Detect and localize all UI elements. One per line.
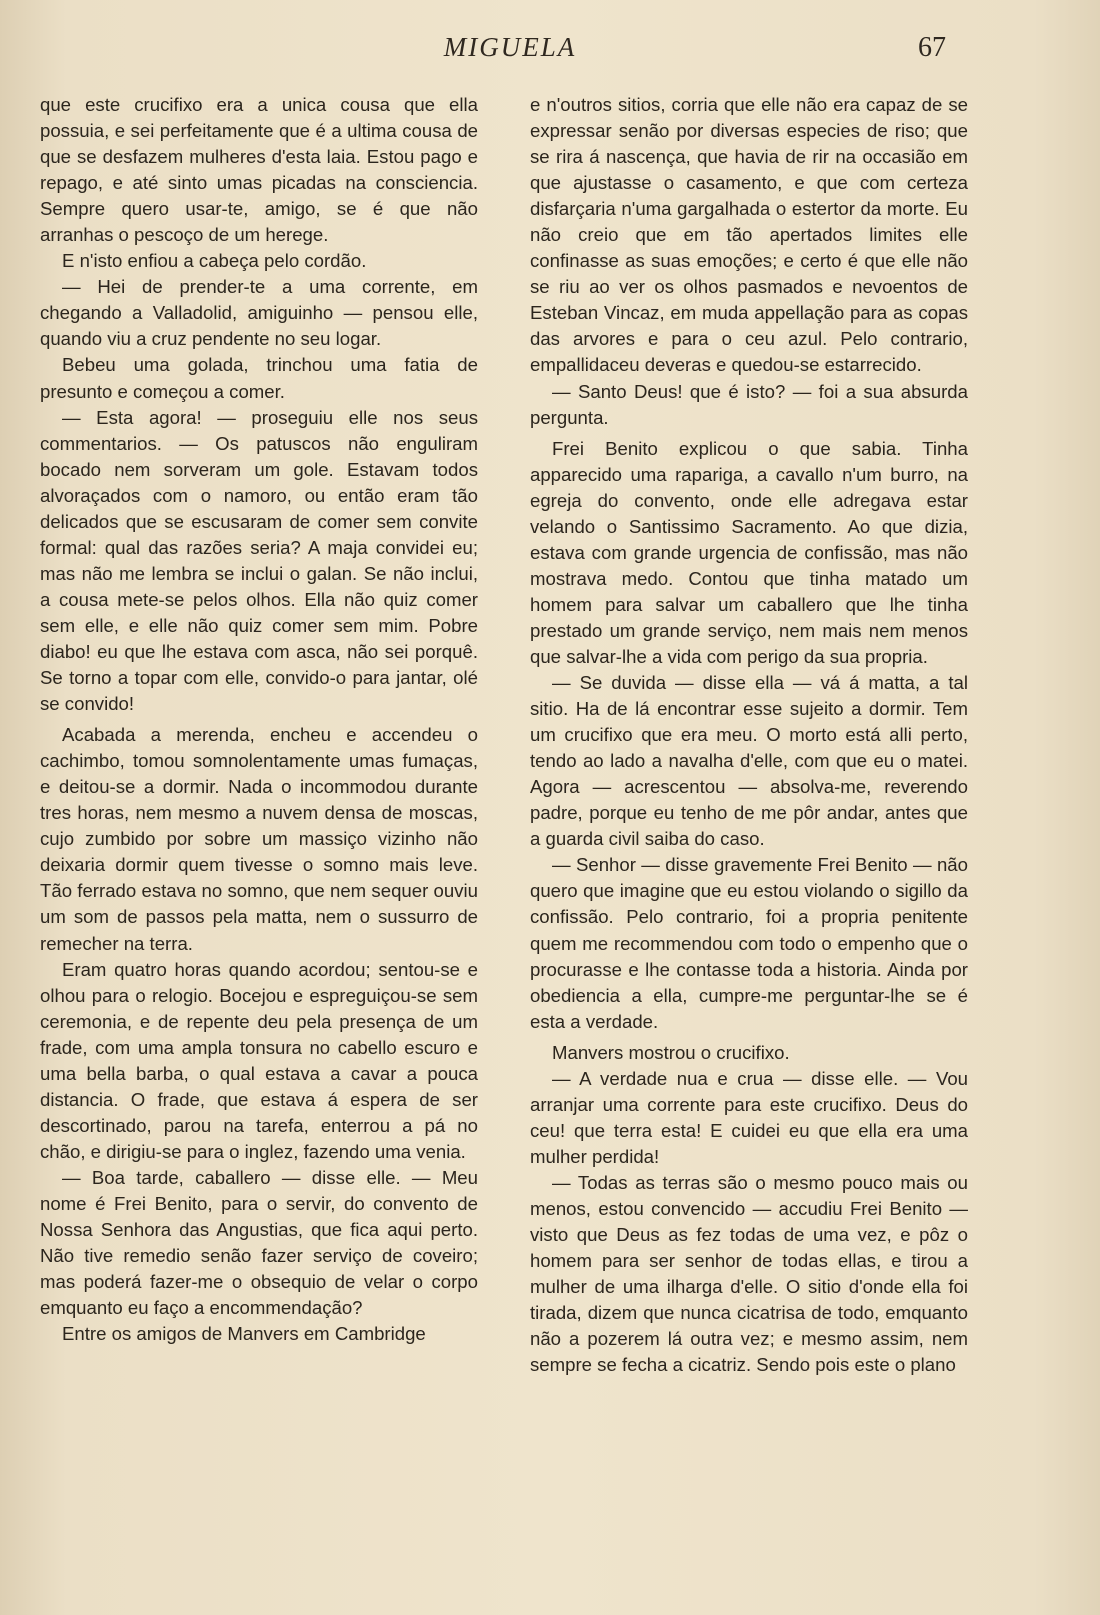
paragraph: Frei Benito explicou o que sabia. Tinha apparecido uma rapariga, a cavallo n'um burro, na egreja do convento, onde elle adregava estar velando o Santissimo Sacramento. Ao que dizia, estava com grande urgencia de confissão, mas não mostrava medo. Contou que tinha matado um homem para salvar um caballero que lhe tinha prestado um grande serviço, nem mais nem menos que salvar-lhe a vida com perigo da sua propria. [530, 437, 968, 667]
running-title: MIGUELA [443, 32, 577, 62]
paragraph: — Santo Deus! que é isto? — foi a sua absurda pergunta. [530, 380, 968, 428]
paragraph: — Senhor — disse gravemente Frei Benito — não quero que imagine que eu estou violando o sigillo da confissão. Pelo contrario, foi a propria penitente quem me recommendou com todo o empenho que o procurasse e lhe contasse toda a historia. Ainda por obediencia a ella, cumpre-me perguntar-lhe se é esta a verdade. [530, 854, 968, 1032]
paragraph: Entre os amigos de Manvers em Cambridge [62, 1323, 426, 1345]
paragraph: Acabada a merenda, encheu e accendeu o cachimbo, tomou somnolentamente umas fumaças, e deitou-se a dormir. Nada o incommodou durante tres horas, nem mesmo a nuvem densa de moscas, cujo zumbido por sobre um massiço vizinho não deixaria dormir quem tivesse o somno mais leve. Tão ferrado estava no somno, que nem sequer ouviu um som de passos pela matta, nem o sussurro de remecher na terra. [40, 724, 478, 954]
paragraph: — Boa tarde, caballero — disse elle. — Meu nome é Frei Benito, para o servir, do convento de Nossa Senhora das Angustias, que fica aqui perto. Não tive remedio senão fazer serviço de coveiro; mas poderá fazer-me o obsequio de velar o corpo emquanto eu faço a encommendação? [40, 1166, 478, 1319]
paragraph: e n'outros sitios, corria que elle não era capaz de se expressar senão por diversas especies de riso; que se rira á nascença, que havia de rir na occasião em que ajustasse o casamento, e que com certeza disfarçaria n'uma gargalhada o estertor da morte. Eu não creio que em tão apertados limites elle confinasse as suas emoções; e certo é que elle não se riu ao ver os olhos pasmados e nevoentos de Esteban Vincaz, em muda appellação para as copas das arvores e para o ceu azul. Pelo contrario, empallidaceu deveras e quedou-se estarrecido. [530, 94, 968, 376]
paragraph: Eram quatro horas quando acordou; sentou-se e olhou para o relogio. Bocejou e espreguiçou-se sem ceremonia, e de repente deu pela presença de um frade, com uma ampla tonsura no cabello escuro e uma bella barba, o qual estava a cavar a pouca distancia. O frade, que estava á espera de ser descortinado, parou na tarefa, enterrou a pá no chão, e dirigiu-se para o inglez, fazendo uma venia. [40, 958, 478, 1162]
paragraph: E n'isto enfiou a cabeça pelo cordão. [62, 250, 367, 272]
paragraph: — Esta agora! — proseguiu elle nos seus commentarios. — Os patuscos não enguliram bocado nem sorveram um gole. Estavam todos alvoraçados com o namoro, ou então eram tão delicados que se escusaram de comer sem convite formal: qual das razões seria? A maja convidei eu; mas não me lembra se inclui o galan. Se não inclui, a cousa mete-se pelos olhos. Ella não quiz comer sem elle, e elle não quiz comer sem mim. Pobre diabo! eu que lhe estava com asca, não sei porquê. Se torno a topar com elle, convido-o para jantar, olé se convido! [40, 406, 478, 715]
paragraph: — Todas as terras são o mesmo pouco mais ou menos, estou convencido — accudiu Frei Benito — visto que Deus as fez todas de uma vez, e pôz o homem para ser senhor de todas ellas, e tirou a mulher de uma ilharga d'elle. O sitio d'onde ella foi tirada, dizem que nunca cicatrisa de todo, emquanto não a pozerem lá outra vez; e mesmo assim, nem sempre se fecha a cicatriz. Sendo pois este o plano [530, 1171, 968, 1376]
right-column [530, 92, 968, 1378]
paragraph: — Se duvida — disse ella — vá á matta, a tal sitio. Ha de lá encontrar esse sujeito a dormir. Tem um crucifixo que era meu. O morto está alli perto, tendo ao lado a navalha d'elle, com que eu o matei. Agora — acrescentou — absolva-me, reverendo padre, porque eu tenho de me pôr andar, antes que a guarda civil saiba do caso. [530, 672, 968, 850]
page-number: 67 [918, 32, 946, 63]
left-column [40, 92, 478, 1347]
paragraph: — A verdade nua e crua — disse elle. — Vou arranjar uma corrente para este crucifixo. Deus do ceu! que terra esta! E cuidei eu que ella era uma mulher perdida! [530, 1067, 968, 1167]
paragraph: que este crucifixo era a unica cousa que ella possuia, e sei perfeitamente que é a ultima cousa de que se desfazem mulheres d'esta laia. Estou pago e repago, e até sinto umas picadas na consciencia. Sempre quero usar-te, amigo, se é que não arranhas o pescoço de um herege. [40, 94, 478, 246]
paragraph: Manvers mostrou o crucifixo. [552, 1041, 790, 1063]
paragraph: Bebeu uma golada, trinchou uma fatia de presunto e começou a comer. [40, 354, 478, 402]
paragraph: — Hei de prender-te a uma corrente, em chegando a Valladolid, amiguinho — pensou elle, quando viu a cruz pendente no seu logar. [40, 276, 478, 350]
